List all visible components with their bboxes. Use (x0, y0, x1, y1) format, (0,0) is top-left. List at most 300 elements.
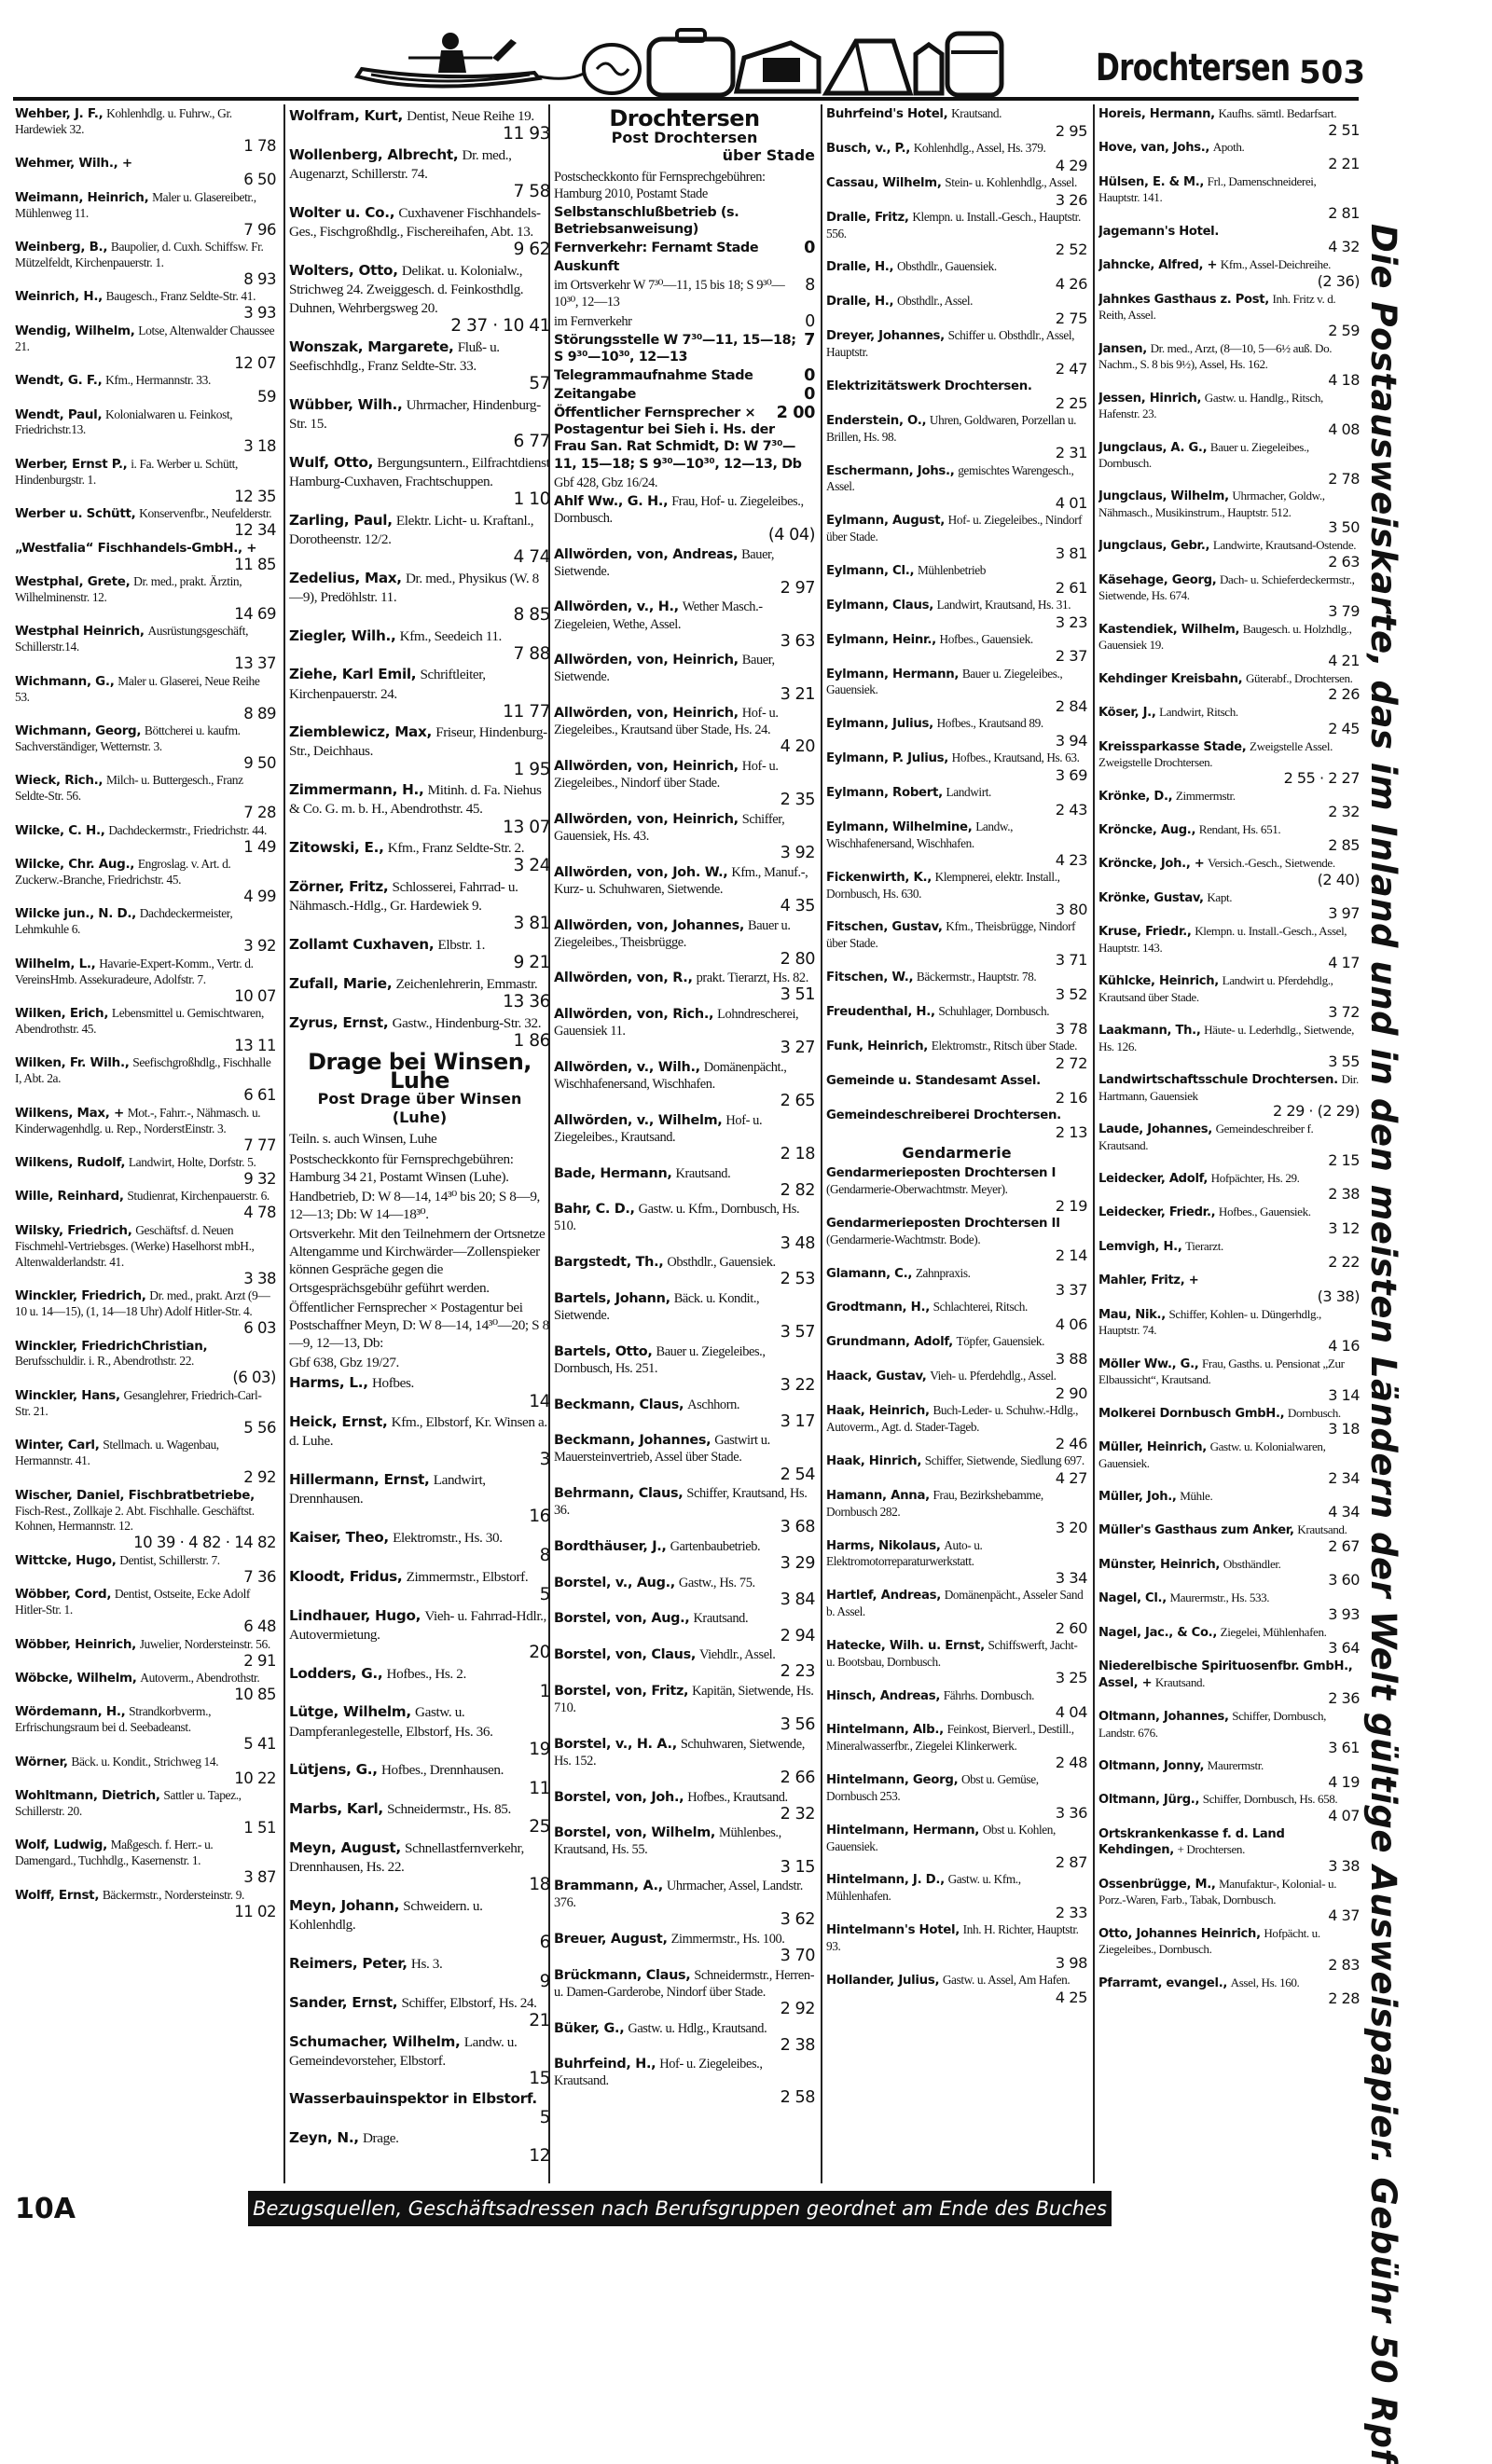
entry-name: Hinsch, Andreas, (826, 1688, 941, 1703)
entry-name: Buhrfeind's Hotel, (826, 107, 948, 121)
entry-name: Eylmann, August, (826, 514, 946, 529)
directory-entry (826, 1334, 1087, 1367)
entry-detail: Lebensmittel u. Gemischtwaren, Abendrothstr. 45. (15, 1006, 264, 1037)
directory-entry (1098, 622, 1360, 669)
directory-entry (289, 1760, 550, 1797)
entry-name: Fickenwirth, K., (826, 870, 932, 885)
entry-detail: Krautsand. (693, 1611, 749, 1627)
entry-detail: Hofbes., Drennhausen. (380, 1762, 504, 1779)
directory-entry (554, 1201, 815, 1252)
entry-detail: Studienrat, Kirchenpauerstr. 6. (127, 1189, 269, 1204)
entry-phone: 3 80 (1055, 901, 1087, 919)
entry-phone: 4 99 (243, 887, 276, 905)
entry-phone: 2 19 (1055, 1196, 1087, 1215)
entry-name: Jahnkes Gasthaus z. Post, (1098, 292, 1269, 307)
entry-detail: (Gendarmerie-Oberwachtmstr. Meyer). (826, 1181, 1008, 1196)
directory-entry (1098, 671, 1360, 703)
info-text: Zeitangabe (554, 387, 637, 402)
entry-name: Weinberg, B., (15, 240, 108, 255)
entry-name: Bordthäuser, J., (554, 1538, 667, 1554)
entry-name: Allwörden, von, Heinrich, (554, 758, 739, 774)
entry-phone: 3 (539, 1449, 550, 1469)
entry-phone: 3 25 (1055, 1669, 1087, 1687)
directory-entry (826, 1165, 1087, 1214)
entry-phone: 2 25 (1055, 393, 1087, 412)
directory-entry (554, 1485, 815, 1536)
directory-entry (289, 1013, 550, 1051)
info-text: Öffentlicher Fernsprecher × Postagentur bei Postschaffner Meyn, D: W 8—14, 14³⁰—20; S 8—9, 12—13, Db: (289, 1299, 549, 1352)
entry-phone: 6 77 (513, 432, 550, 452)
entry-detail: Frau, Hof- u. Ziegeleibes., Dornbusch. (554, 493, 804, 526)
entry-name: Ahlf Ww., G. H., (554, 493, 669, 509)
entry-detail: Dr. med., prakt. Arzt (9—10 u. 14—15), (1, 14—18 Uhr) Adolf Hitler-Str. 4. (15, 1288, 270, 1319)
directory-entry (826, 1922, 1087, 1971)
directory-entry (15, 506, 276, 538)
entry-phone: 1 (539, 1681, 550, 1701)
entry-phone: 2 28 (1328, 1989, 1360, 2008)
entry-phone: 21 (529, 2010, 550, 2030)
directory-entry (289, 1412, 550, 1468)
entry-detail: Bauer u. Ziegeleibes., Theisbrügge. (554, 917, 791, 950)
directory-entry (826, 259, 1087, 292)
entry-detail: Krautsand. (951, 106, 1002, 120)
entry-detail: Schiffer, Dornbusch, Hs. 658. (1202, 1792, 1338, 1807)
directory-entry (554, 864, 815, 915)
entry-detail: Drage. (362, 2130, 399, 2147)
info-line (554, 277, 815, 310)
entry-name: Meyn, August, (289, 1839, 401, 1856)
entry-detail: Elektromstr., Hs. 30. (393, 1530, 503, 1547)
entry-detail: Zweigstelle Assel. Zweigstelle Drochtersen. (1098, 738, 1333, 770)
side-banner (1361, 224, 1445, 2464)
entry-name: Hülsen, E. & M., (1098, 174, 1205, 189)
directory-entry (15, 1106, 276, 1153)
entry-phone: 2 87 (1055, 1853, 1087, 1872)
directory-entry (15, 823, 276, 855)
entry-name: Landwirtschaftsschule Drochtersen. (1098, 1073, 1338, 1088)
entry-phone: 2 82 (780, 1180, 815, 1200)
entry-name: Wilsky, Friedrich, (15, 1222, 132, 1238)
entry-name: Wischer, Daniel, Fischbratbetriebe, (15, 1487, 255, 1503)
entry-phone: 3 93 (1328, 1604, 1360, 1623)
entry-phone: 19 (529, 1739, 550, 1759)
entry-phone: 2 91 (243, 1651, 276, 1670)
directory-entry (826, 819, 1087, 868)
entry-name: Allwörden, v., H., (554, 599, 679, 615)
entry-detail: Krautsand. (1154, 1674, 1206, 1689)
entry-detail: Landwirt, Ritsch. (1159, 705, 1238, 720)
entry-detail: Gesanglehrer, Friedrich-Carl-Str. 21. (15, 1387, 262, 1418)
entry-phone: 2 35 (780, 791, 815, 810)
entry-detail: Schiffer u. Obsthdlr., Assel, Hauptstr. (826, 328, 1075, 360)
entry-name: Wolff, Ernst, (15, 1887, 100, 1903)
entry-phone: 2 95 (1055, 121, 1087, 140)
entry-detail: Zimmermstr., Elbstorf. (406, 1568, 529, 1585)
entry-phone: 16 (529, 1507, 550, 1527)
entry-phone: 3 94 (1055, 732, 1087, 750)
entry-name: Funk, Heinrich, (826, 1039, 929, 1053)
entry-phone: 10 85 (234, 1685, 276, 1703)
directory-entry (289, 453, 550, 509)
entry-name: Eylmann, Claus, (826, 598, 933, 613)
entry-name: Kloodt, Fridus, (289, 1567, 403, 1585)
entry-phone: 2 61 (1055, 578, 1087, 597)
entry-phone: 7 28 (243, 804, 276, 822)
entry-name: Winter, Carl, (15, 1438, 100, 1453)
entry-name: Bahr, C. D., (554, 1202, 635, 1218)
entry-name: Ziehe, Karl Emil, (289, 666, 417, 683)
entry-detail: Bäckermstr., Nordersteinstr. 9. (102, 1887, 245, 1902)
entry-phone: 2 33 (1055, 1903, 1087, 1921)
directory-entry (1098, 1659, 1360, 1707)
entry-name: Hintelmann, Hermann, (826, 1823, 980, 1838)
entry-detail: Hof- u. Ziegeleibes., Nindorf über Stade. (554, 758, 779, 792)
entry-name: Eylmann, Hermann, (826, 667, 960, 681)
entry-phone: 2 26 (1328, 685, 1360, 704)
directory-entry (1098, 973, 1360, 1021)
directory-entry (554, 493, 815, 544)
entry-phone: 8 93 (243, 270, 276, 288)
directory-entry (15, 1755, 276, 1786)
directory-entry (289, 2089, 550, 2127)
entry-phone: 2 29 · (2 29) (1273, 1102, 1360, 1121)
entry-phone: 6 03 (243, 1319, 276, 1338)
entry-detail: Kfm., Hermannstr. 33. (105, 373, 211, 388)
entry-name: Allwörden, von, Heinrich, (554, 653, 739, 668)
entry-phone: 2 22 (1328, 1253, 1360, 1272)
entry-phone: 3 87 (243, 1868, 276, 1887)
entry-name: Wilcke, C. H., (15, 822, 105, 838)
directory-entry (15, 190, 276, 238)
directory-entry (826, 1216, 1087, 1264)
entry-phone: 4 17 (1328, 954, 1360, 972)
entry-detail: Kfm., Assel-Deichreihe. (1220, 257, 1331, 272)
entry-phone: (3 38) (1317, 1287, 1360, 1305)
entry-name: Wasserbauinspektor in Elbstorf. (289, 2090, 537, 2108)
info-phone: 8 (805, 276, 815, 296)
entry-detail: Bauer u. Ziegeleibes., Gauensiek. (826, 666, 1063, 697)
entry-name: Hartlef, Andreas, (826, 1589, 942, 1604)
entry-detail: Dr. med., prakt. Ärztin, Wilhelminenstr. 12. (15, 573, 242, 604)
entry-phone: 3 26 (1055, 190, 1087, 209)
entry-phone: 2 92 (243, 1468, 276, 1487)
entry-detail: Hof- u. Ziegeleibes., Nindorf über Stade. (826, 513, 1083, 544)
entry-detail: Stein- u. Kohlenhdlg., Assel. (945, 174, 1077, 189)
entry-phone: 4 32 (1328, 238, 1360, 256)
entry-detail: Ausrüstungsgeschäft, Schillerstr.14. (15, 624, 249, 654)
info-text: Handbetrieb, D: W 8—14, 14³⁰ bis 20; S 8—9, 12—13; Db: W 14—18³⁰. (289, 1188, 540, 1222)
entry-phone: 3 27 (780, 1039, 815, 1058)
column-divider (1093, 104, 1095, 2183)
directory-entry (826, 463, 1087, 512)
entry-phone: 18 (529, 1875, 550, 1895)
entry-name: Büker, G., (554, 2020, 625, 2036)
entry-phone: 10 22 (234, 1769, 276, 1787)
entry-detail: Schriftleiter, Kirchenpauerstr. 24. (289, 667, 486, 702)
directory-entry (826, 1453, 1087, 1486)
entry-phone: 8 (539, 1546, 550, 1566)
entry-name: Gemeindeschreiberei Drochtersen. (826, 1108, 1061, 1122)
entry-detail: Dr. med., Physikus (W. 8—9), Predöhlstr. 11. (289, 570, 539, 605)
entry-detail: Schiffer, Gauensiek, Hs. 43. (554, 811, 785, 844)
side-banner-text: Die Postausweiskarte, das im Inland und in den meisten Ländern der Welt gültige Ausweispapier. Gebühr 50 Rpf (1363, 224, 1403, 2464)
entry-detail: Gastw. u. Assel, Am Hafen. (942, 1972, 1071, 1987)
directory-entry (1098, 1975, 1360, 2007)
directory-entry (1098, 292, 1360, 339)
entry-phone: 4 23 (1055, 850, 1087, 869)
entry-phone: 3 64 (1328, 1639, 1360, 1658)
entry-detail: Maßgesch. f. Herr.- u. Damengard., Tuchhdlg., Kasernenstr. 1. (15, 1838, 214, 1868)
entry-phone: 3 88 (1055, 1350, 1087, 1369)
entry-name: Zitowski, E., (289, 839, 384, 857)
entry-phone: 4 04 (1055, 1703, 1087, 1722)
directory-entry (1098, 1171, 1360, 1203)
entry-phone: 5 56 (243, 1418, 276, 1437)
entry-name: Glamann, C., (826, 1266, 913, 1281)
directory-entry (554, 1165, 815, 1200)
directory-entry (289, 1567, 550, 1604)
entry-phone: 2 85 (1328, 836, 1360, 855)
directory-entry (15, 1788, 276, 1836)
entry-detail: Bauer, Sietwende. (554, 653, 775, 685)
directory-entry (289, 780, 550, 836)
entry-detail: Kaufhs. sämtl. Bedarfsart. (1218, 106, 1337, 120)
directory-entry (289, 1702, 550, 1758)
directory-entry (826, 785, 1087, 818)
info-text: Störungsstelle W 7³⁰—11, 15—18; S 9³⁰—10³⁰, 12—13 (554, 332, 796, 365)
entry-phone: 1 51 (243, 1818, 276, 1837)
info-line (289, 1188, 550, 1223)
entry-phone: 12 35 (234, 487, 276, 505)
entry-phone: 2 37 (1055, 647, 1087, 666)
entry-name: Kaiser, Theo, (289, 1529, 389, 1547)
directory-entry (1098, 1439, 1360, 1487)
entry-name: Wichmann, Georg, (15, 723, 142, 738)
directory-entry (15, 1155, 276, 1187)
entry-detail: Uhren, Goldwaren, Porzellan u. Brillen, Hs. 98. (826, 412, 1077, 444)
entry-name: Wehmer, Wilh., + (15, 156, 132, 172)
entry-phone: 3 79 (1328, 601, 1360, 620)
entry-phone: 2 92 (780, 1999, 815, 2018)
entry-detail: Bäck. u. Kondit., Sietwende. (554, 1290, 760, 1323)
entry-name: Wilken, Fr. Wilh., (15, 1055, 130, 1071)
entry-name: Eylmann, Heinr., (826, 632, 936, 647)
section-subtitle: Post Drochtersen (611, 128, 758, 146)
directory-entry (826, 513, 1087, 561)
entry-name: Hintelmann, J. D., (826, 1873, 945, 1888)
entry-detail: Hofbes., Gauensiek. (1218, 1204, 1311, 1219)
entry-name: Wolter u. Co., (289, 203, 395, 221)
directory-entry (15, 1339, 276, 1386)
directory-entry (1098, 1122, 1360, 1169)
entry-name: Horeis, Hermann, (1098, 107, 1215, 121)
entry-detail: Landwirte, Krautsand-Ostende. (1212, 538, 1357, 553)
entry-name: Oltmann, Johannes, (1098, 1710, 1229, 1725)
section-header (554, 106, 815, 165)
entry-phone: 12 34 (234, 521, 276, 540)
directory-entry (15, 1838, 276, 1885)
entry-detail: Kohlenhdlg. u. Fuhrw., Gr. Hardewiek 32. (15, 106, 232, 136)
entry-detail: Fährhs. Dornbusch. (943, 1687, 1035, 1702)
entry-detail: Klempn. u. Install.-Gesch., Assel, Hauptstr. 143. (1098, 924, 1347, 955)
entry-phone: 2 63 (1328, 552, 1360, 571)
footer-banner: Bezugsquellen, Geschäftsadressen nach Berufsgruppen geordnet am Ende des Buches (248, 2191, 1112, 2226)
directory-entry (1098, 890, 1360, 922)
entry-name: Allwörden, von, Andreas, (554, 546, 739, 562)
entry-name: Heick, Ernst, (289, 1413, 388, 1431)
directory-entry (15, 574, 276, 622)
directory-entry (1098, 1877, 1360, 1924)
entry-phone: 12 07 (234, 353, 276, 372)
entry-detail: Lohndrescherei, Gauensiek 11. (554, 1007, 799, 1039)
entry-phone: 4 21 (1328, 651, 1360, 669)
directory-entry (554, 1343, 815, 1395)
entry-phone: 3 22 (780, 1375, 815, 1395)
directory-entry (15, 1189, 276, 1220)
entry-name: Müller, Heinrich, (1098, 1440, 1207, 1454)
entry-phone: 11 85 (234, 555, 276, 573)
town-title: Drochtersen (1096, 47, 1291, 89)
directory-entry (15, 957, 276, 1004)
directory-entry (15, 106, 276, 154)
entry-name: Zörner, Fritz, (289, 878, 389, 896)
entry-name: Allwörden, v., Wilh., (554, 1059, 700, 1075)
entry-detail: Engroslag. v. Art. d. Zuckerw.-Branche, Friedrichstr. 45. (15, 857, 231, 887)
entry-name: Sander, Ernst, (289, 1993, 398, 2011)
entry-name: Beckmann, Claus, (554, 1397, 684, 1412)
entry-detail: Baugesch. u. Holzhdlg., Gauensiek 19. (1098, 621, 1352, 653)
entry-phone: 4 35 (780, 896, 815, 915)
entry-name: Allwörden, von, Heinrich, (554, 706, 739, 722)
entry-name: Haak, Hinrich, (826, 1453, 922, 1468)
entry-detail: Krautsand. (1297, 1522, 1347, 1537)
entry-phone: 2 51 (1328, 120, 1360, 139)
entry-phone: 3 15 (780, 1857, 815, 1877)
directory-entry (826, 632, 1087, 665)
entry-name: Bade, Hermann, (554, 1165, 672, 1181)
entry-name: Dralle, Fritz, (826, 210, 909, 225)
entry-phone: 4 78 (243, 1204, 276, 1222)
entry-phone: 6 50 (243, 171, 276, 189)
entry-phone: 2 23 (780, 1662, 815, 1682)
entry-name: Pfarramt, evangel., (1098, 1975, 1228, 1990)
entry-phone: 6 61 (243, 1086, 276, 1105)
entry-phone: 6 (539, 1933, 550, 1953)
entry-detail: Gastw. u. Kfm., Mühlenhafen. (826, 1872, 1021, 1904)
directory-entry (289, 974, 550, 1012)
entry-phone: 3 97 (1328, 904, 1360, 923)
entry-detail: Uhrmacher, Assel, Landstr. 376. (554, 1879, 803, 1911)
entry-detail: Schiffer, Dornbusch, Landstr. 676. (1098, 1709, 1327, 1740)
directory-entry (289, 2032, 550, 2088)
entry-detail: Zimmermstr., Hs. 100. (670, 1931, 785, 1947)
directory-entry (1098, 924, 1360, 971)
entry-detail: Berufsschuldir. i. R., Abendrothstr. 22. (15, 1354, 195, 1369)
section-extra: über Stade (722, 146, 815, 164)
entry-detail: Bergungsuntern., Eilfrachtdienst Hamburg-Cuxhaven, Frachtschuppen. (289, 454, 550, 489)
entry-name: Buhrfeind, H., (554, 2057, 656, 2072)
directory-entry (289, 838, 550, 875)
directory-entry (554, 1610, 815, 1645)
directory-entry (1098, 391, 1360, 438)
section-header (289, 1049, 550, 1126)
entry-name: Ossenbrügge, M., (1098, 1877, 1216, 1892)
info-line (554, 405, 815, 473)
entry-phone: 7 88 (513, 643, 550, 664)
directory-entry (826, 1073, 1087, 1106)
directory-entry (1098, 489, 1360, 536)
directory-entry (826, 1588, 1087, 1636)
entry-name: Laude, Johannes, (1098, 1122, 1212, 1136)
entry-detail: Hofbes., Hs. 2. (386, 1665, 466, 1682)
directory-entry (554, 758, 815, 809)
entry-phone: 4 27 (1055, 1468, 1087, 1487)
entry-detail: Buch-Leder- u. Schuhw.-Hdlg., Autoverm., Agt. d. Stader-Tageb. (826, 1403, 1079, 1434)
entry-name: Wübber, Wilh., (289, 395, 403, 413)
entry-detail: Hof- u. Ziegeleibes., Krautsand über Stade, Hs. 24. (554, 706, 779, 738)
entry-phone: 2 38 (780, 2035, 815, 2055)
entry-name: Hillermann, Ernst, (289, 1471, 430, 1489)
entry-phone: 4 08 (1328, 420, 1360, 438)
info-text: Selbstanschlußbetrieb (s. Betriebsanweisung) (554, 204, 739, 237)
entry-name: Zarling, Paul, (289, 511, 393, 529)
directory-entry (289, 1373, 550, 1411)
info-line (554, 204, 815, 238)
entry-phone: 2 53 (780, 1270, 815, 1289)
entry-phone: 2 16 (1055, 1088, 1087, 1107)
entry-name: Wöbber, Heinrich, (15, 1636, 136, 1652)
entry-detail: Landwirt u. Pferdehdlg., Krautsand über Stade. (1098, 973, 1333, 1004)
entry-detail: Schiffswerft, Jacht- u. Bootsbau, Dornbusch. (826, 1637, 1078, 1669)
entry-phone: 2 55 · 2 27 (1283, 768, 1360, 787)
entry-phone: 7 77 (243, 1136, 276, 1154)
entry-detail: Frl., Damenschneiderei, Hauptstr. 141. (1098, 173, 1317, 205)
entry-detail: Baugesch., Franz Seldte-Str. 41. (105, 289, 256, 304)
info-line (554, 332, 815, 365)
column-4 (826, 106, 1087, 2183)
entry-detail: Assel, Hs. 160. (1230, 1975, 1300, 1989)
entry-detail: Kapitän, Sietwende, Hs. 710. (554, 1683, 814, 1715)
directory-entry (1098, 1204, 1360, 1236)
entry-phone: 4 16 (1328, 1336, 1360, 1355)
entry-detail: Inh. H. Richter, Hauptstr. 93. (826, 1922, 1079, 1953)
entry-phone: 2 15 (1328, 1151, 1360, 1169)
entry-phone: 2 54 (780, 1465, 815, 1484)
entry-detail: Schneidermstr., Herren- u. Damen-Garderobe, Nindorf über Stade. (554, 1967, 815, 2000)
entry-phone: 4 37 (1328, 1906, 1360, 1924)
entry-detail: Schiffer, Krautsand, Hs. 36. (554, 1486, 808, 1519)
info-text: Öffentlicher Fernsprecher × Postagentur bei Sieh i. Hs. der Frau San. Rat Schmidt, D: W 7³⁰—11, 15—18; S 9³⁰—10³⁰, 12—13, Db (554, 406, 802, 472)
info-phone: 0 (804, 385, 815, 404)
entry-name: Winckler, Friedrich, (15, 1288, 146, 1304)
directory-entry (289, 626, 550, 664)
entry-phone: 3 18 (243, 437, 276, 456)
entry-name: Bargstedt, Th., (554, 1255, 664, 1271)
entry-phone: 4 74 (513, 546, 550, 567)
directory-entry (826, 970, 1087, 1002)
info-line (289, 1130, 550, 1148)
entry-phone: 4 20 (780, 737, 815, 757)
directory-entry (15, 407, 276, 455)
entry-detail: Frau, Gasths. u. Pensionat „Zur Elbaussicht“, Krautsand. (1098, 1356, 1345, 1387)
entry-detail: Gastwirt u. Mauersteinvertrieb, Assel über Stade. (554, 1433, 770, 1466)
directory-entry (289, 511, 550, 567)
entry-phone: 7 36 (243, 1567, 276, 1586)
entry-name: Laakmann, Th., (1098, 1024, 1201, 1039)
directory-entry (554, 546, 815, 598)
entry-phone: 2 84 (1055, 697, 1087, 716)
entry-detail: Häute- u. Lederhdlg., Sietwende, Hs. 126. (1098, 1023, 1354, 1053)
